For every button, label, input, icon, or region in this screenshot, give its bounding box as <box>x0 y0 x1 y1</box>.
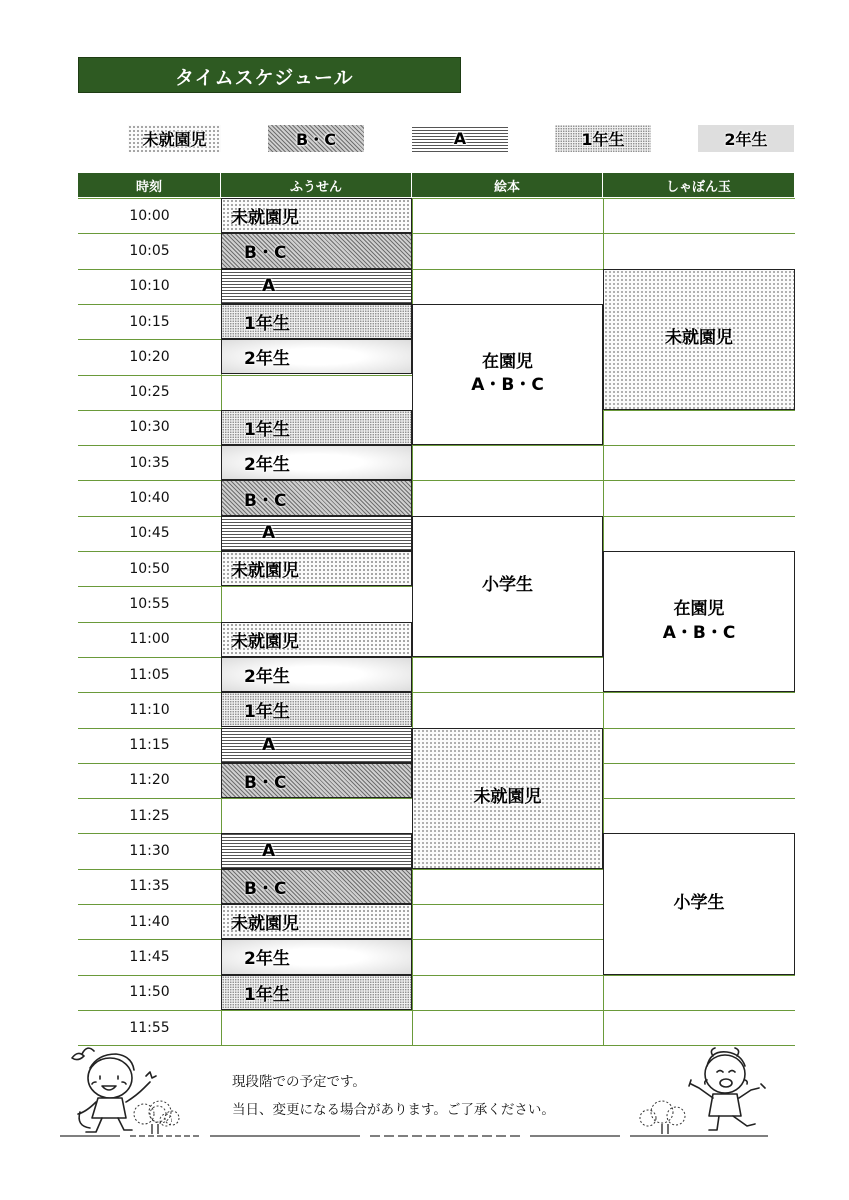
shabon-block-label: 小学生 <box>673 893 725 914</box>
title-bar <box>78 57 461 93</box>
bush-left-icon <box>130 1100 180 1136</box>
time-cell: 11:25 <box>129 807 170 824</box>
legend-item <box>268 125 364 152</box>
fusen-slot-label: 2年生 <box>244 349 290 370</box>
shabon-block <box>603 269 795 410</box>
fusen-slot <box>221 445 412 480</box>
time-cell: 10:25 <box>129 384 170 401</box>
shabon-block <box>603 833 795 974</box>
page-title: タイムスケジュール <box>175 67 354 89</box>
legend-item <box>555 125 651 152</box>
legend-label: A <box>453 129 467 148</box>
footer-note-2: 当日、変更になる場合があります。ご了承ください。 <box>232 1102 555 1118</box>
time-cell: 11:00 <box>129 631 170 648</box>
time-cell: 11:10 <box>129 701 170 718</box>
fusen-slot-label: 1年生 <box>244 984 290 1005</box>
fusen-slot-label: A <box>262 841 276 862</box>
ehon-block <box>412 728 603 869</box>
time-cell: 10:05 <box>129 242 170 259</box>
ehon-block-label: 未就園児 <box>473 787 542 808</box>
shabon-block <box>603 551 795 692</box>
legend-label: 未就園児 <box>142 130 207 149</box>
time-cell: 10:15 <box>129 313 170 330</box>
fusen-slot <box>221 339 412 374</box>
fusen-slot <box>221 233 412 268</box>
ehon-block-label: 在園児 <box>482 351 533 372</box>
time-cell: 10:10 <box>129 278 170 295</box>
ground-line <box>60 1133 768 1139</box>
ehon-block <box>412 516 603 657</box>
time-cell: 10:20 <box>129 348 170 365</box>
time-cell: 10:55 <box>129 595 170 612</box>
fusen-slot-label: B・C <box>244 772 287 793</box>
time-cell: 11:50 <box>129 984 170 1001</box>
legend-item <box>698 125 794 152</box>
fusen-slot <box>221 763 412 798</box>
fusen-slot <box>221 833 412 868</box>
time-cell: 11:40 <box>129 913 170 930</box>
fusen-slot-label: 2年生 <box>244 949 290 970</box>
fusen-slot-label: A <box>262 523 276 544</box>
fusen-slot-label: 未就園児 <box>231 914 299 935</box>
fusen-slot <box>221 728 412 763</box>
legend-item <box>412 125 508 152</box>
fusen-slot <box>221 692 412 727</box>
legend-label: 1年生 <box>581 130 625 149</box>
fusen-slot <box>221 904 412 939</box>
time-cell: 10:40 <box>129 490 170 507</box>
child-right-illustration <box>683 1046 773 1138</box>
fusen-slot-label: 未就園児 <box>231 561 299 582</box>
legend-label: B・C <box>296 130 336 149</box>
time-cell: 10:45 <box>129 525 170 542</box>
time-cell: 10:00 <box>129 207 170 224</box>
fusen-slot <box>221 939 412 974</box>
time-cell: 11:45 <box>129 948 170 965</box>
ehon-block-label: 小学生 <box>482 575 533 596</box>
fusen-slot-label: 2年生 <box>244 455 290 476</box>
fusen-slot <box>221 410 412 445</box>
fusen-slot-label: B・C <box>244 243 287 264</box>
fusen-slot-label: A <box>262 735 276 756</box>
fusen-slot <box>221 516 412 551</box>
fusen-slot <box>221 198 412 233</box>
fusen-slot-label: B・C <box>244 490 287 511</box>
fusen-slot-label: 1年生 <box>244 702 290 723</box>
fusen-slot <box>221 480 412 515</box>
bush-right-icon <box>638 1100 688 1136</box>
fusen-slot <box>221 551 412 586</box>
column-header: ふうせん <box>221 173 412 197</box>
time-cell: 11:20 <box>129 772 170 789</box>
footer-note-1: 現段階での予定です。 <box>232 1074 366 1090</box>
fusen-slot-label: 未就園児 <box>231 631 299 652</box>
time-cell: 10:30 <box>129 419 170 436</box>
time-cell: 11:15 <box>129 737 170 754</box>
fusen-slot-label: 未就園児 <box>231 208 299 229</box>
shabon-block-label: 未就園児 <box>665 328 733 349</box>
fusen-slot-label: 1年生 <box>244 419 290 440</box>
time-cell: 11:55 <box>129 1019 170 1036</box>
fusen-slot-label: B・C <box>244 878 287 899</box>
column-header: 絵本 <box>412 173 603 197</box>
column-header: しゃぼん玉 <box>603 173 795 197</box>
column-header: 時刻 <box>78 173 221 197</box>
ehon-block <box>412 304 603 445</box>
fusen-slot <box>221 657 412 692</box>
fusen-slot <box>221 975 412 1010</box>
legend-label: 2年生 <box>724 130 768 149</box>
shabon-block-label: A・B・C <box>662 622 736 643</box>
time-cell: 10:50 <box>129 560 170 577</box>
fusen-slot-label: 1年生 <box>244 314 290 335</box>
legend-item <box>128 125 221 152</box>
fusen-slot <box>221 304 412 339</box>
fusen-slot <box>221 269 412 304</box>
time-cell: 11:30 <box>129 843 170 860</box>
fusen-slot <box>221 869 412 904</box>
fusen-slot <box>221 622 412 657</box>
ehon-block-label: A・B・C <box>471 375 544 396</box>
time-cell: 11:35 <box>129 878 170 895</box>
time-cell: 10:35 <box>129 454 170 471</box>
fusen-slot-label: A <box>262 276 276 297</box>
time-cell: 11:05 <box>129 666 170 683</box>
shabon-block-label: 在園児 <box>673 598 725 619</box>
fusen-slot-label: 2年生 <box>244 667 290 688</box>
